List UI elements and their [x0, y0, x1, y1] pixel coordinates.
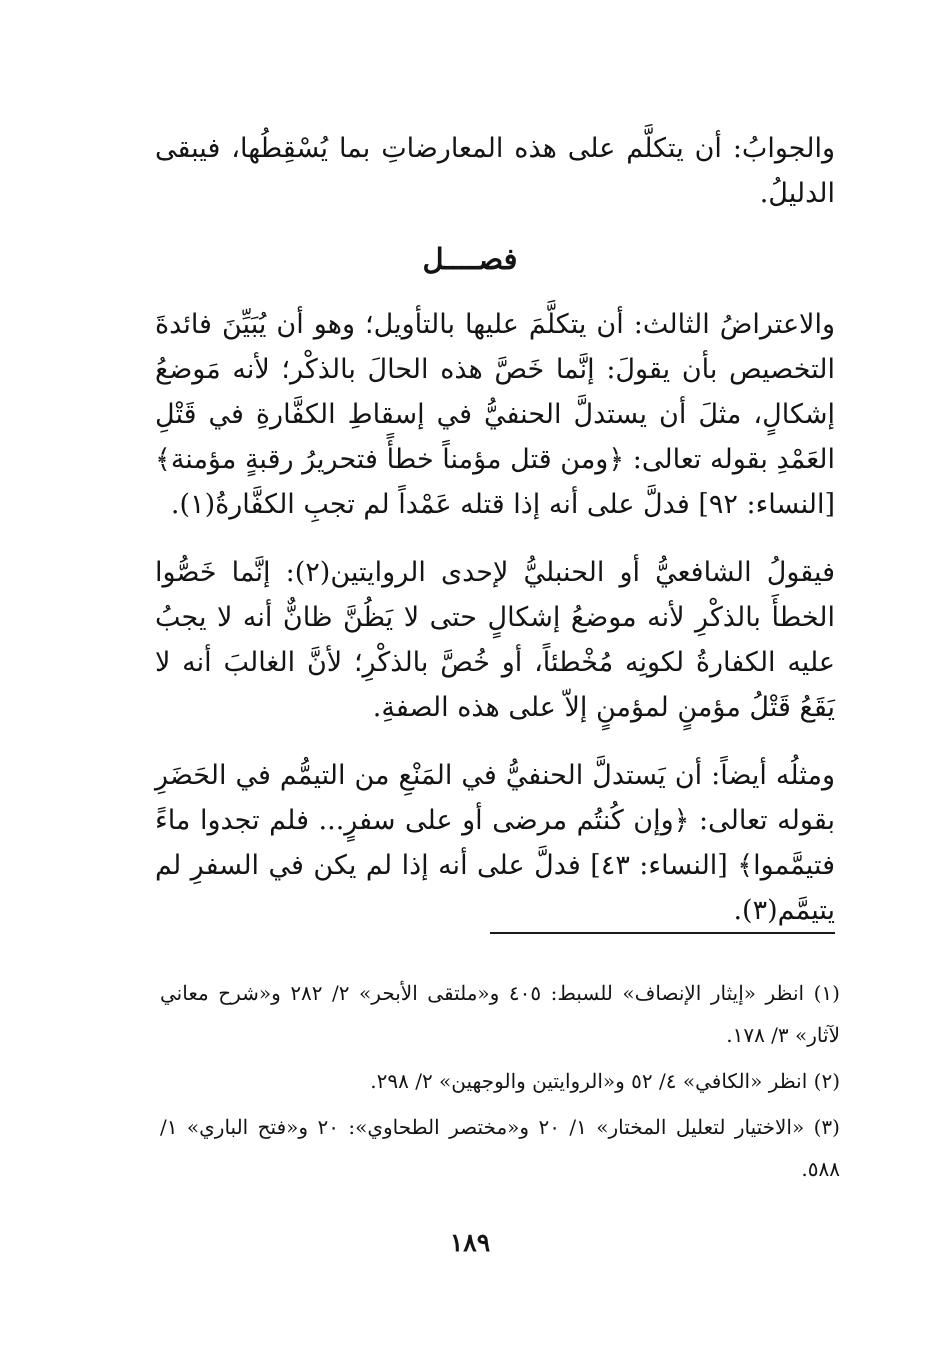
- tayammum-example-paragraph: [155, 753, 835, 933]
- page-number: ١٨٩: [449, 1228, 491, 1257]
- footnote-1: (١) انظر «إيثار الإنصاف» للسبط: ٤٠٥ و«ملتقى الأبحر» ٢/ ٢٨٢ و«شرح معاني لآثار» ٣/ ١٧٨.: [160, 981, 840, 1047]
- objection-paragraph: [155, 302, 835, 527]
- footnote-divider: [490, 932, 835, 934]
- tayammum-example-text: ومثلُه أيضاً: أن يَستدلَّ الحنفيُّ في المَنْعِ من التيمُّم في الحَضَرِ بقوله تعالى: ﴿وإن كُنتُم مرضى أو على سفرٍ... فلم تجدوا ماءً فتيمَّموا﴾ [النساء: ٤٣] فدلَّ على أنه إذا لم يكن في السفرِ لم يتيمَّم(٣).: [155, 760, 835, 926]
- footnotes: [160, 972, 840, 1194]
- answer-text: والجوابُ: أن يتكلَّم على هذه المعارضاتِ بما يُسْقِطُها، فيبقى الدليلُ.: [155, 133, 835, 209]
- shafii-reply-paragraph: [155, 550, 835, 730]
- shafii-reply-text: فيقولُ الشافعيُّ أو الحنبليُّ لإحدى الروايتين(٢): إنَّما خَصُّوا الخطأَ بالذكْرِ لأنه موضعُ إشكالٍ حتى لا يَظُنَّ ظانٌّ أنه لا يجبُ عليه الكفارةُ لكونِه مُخْطئاً، أو خُصَّ بالذكْرِ؛ لأنَّ الغالبَ أنه لا يَقَعُ قَتْلُ مؤمنٍ لمؤمنٍ إلاّ على هذه الصفةِ.: [155, 557, 835, 723]
- footnote-2: (٢) انظر «الكافي» ٤/ ٥٢ و«الروايتين والوجهين» ٢/ ٢٩٨.: [370, 1069, 840, 1093]
- section-heading: فصــــل: [422, 242, 518, 276]
- footnote-3: (٣) «الاختيار لتعليل المختار» ١/ ٢٠ و«مختصر الطحاوي»: ٢٠ و«فتح الباري» ١/ ٥٨٨.: [160, 1115, 840, 1181]
- answer-paragraph: [155, 126, 835, 216]
- objection-text: والاعتراضُ الثالث: أن يتكلَّمَ عليها بالتأويل؛ وهو أن يُبَيِّنَ فائدةَ التخصيص بأن يقولَ: إنَّما خَصَّ هذه الحالَ بالذكْر؛ لأنه مَوضعُ إشكالٍ، مثلَ أن يستدلَّ الحنفيُّ في إسقاطِ الكفَّارةِ في قَتْلِ العَمْدِ بقوله تعالى: ﴿ومن قتل مؤمناً خطأً فتحريرُ رقبةٍ مؤمنة﴾ [النساء: ٩٢] فدلَّ على أنه إذا قتله عَمْداً لم تجبِ الكفَّارةُ(١).: [155, 309, 835, 520]
